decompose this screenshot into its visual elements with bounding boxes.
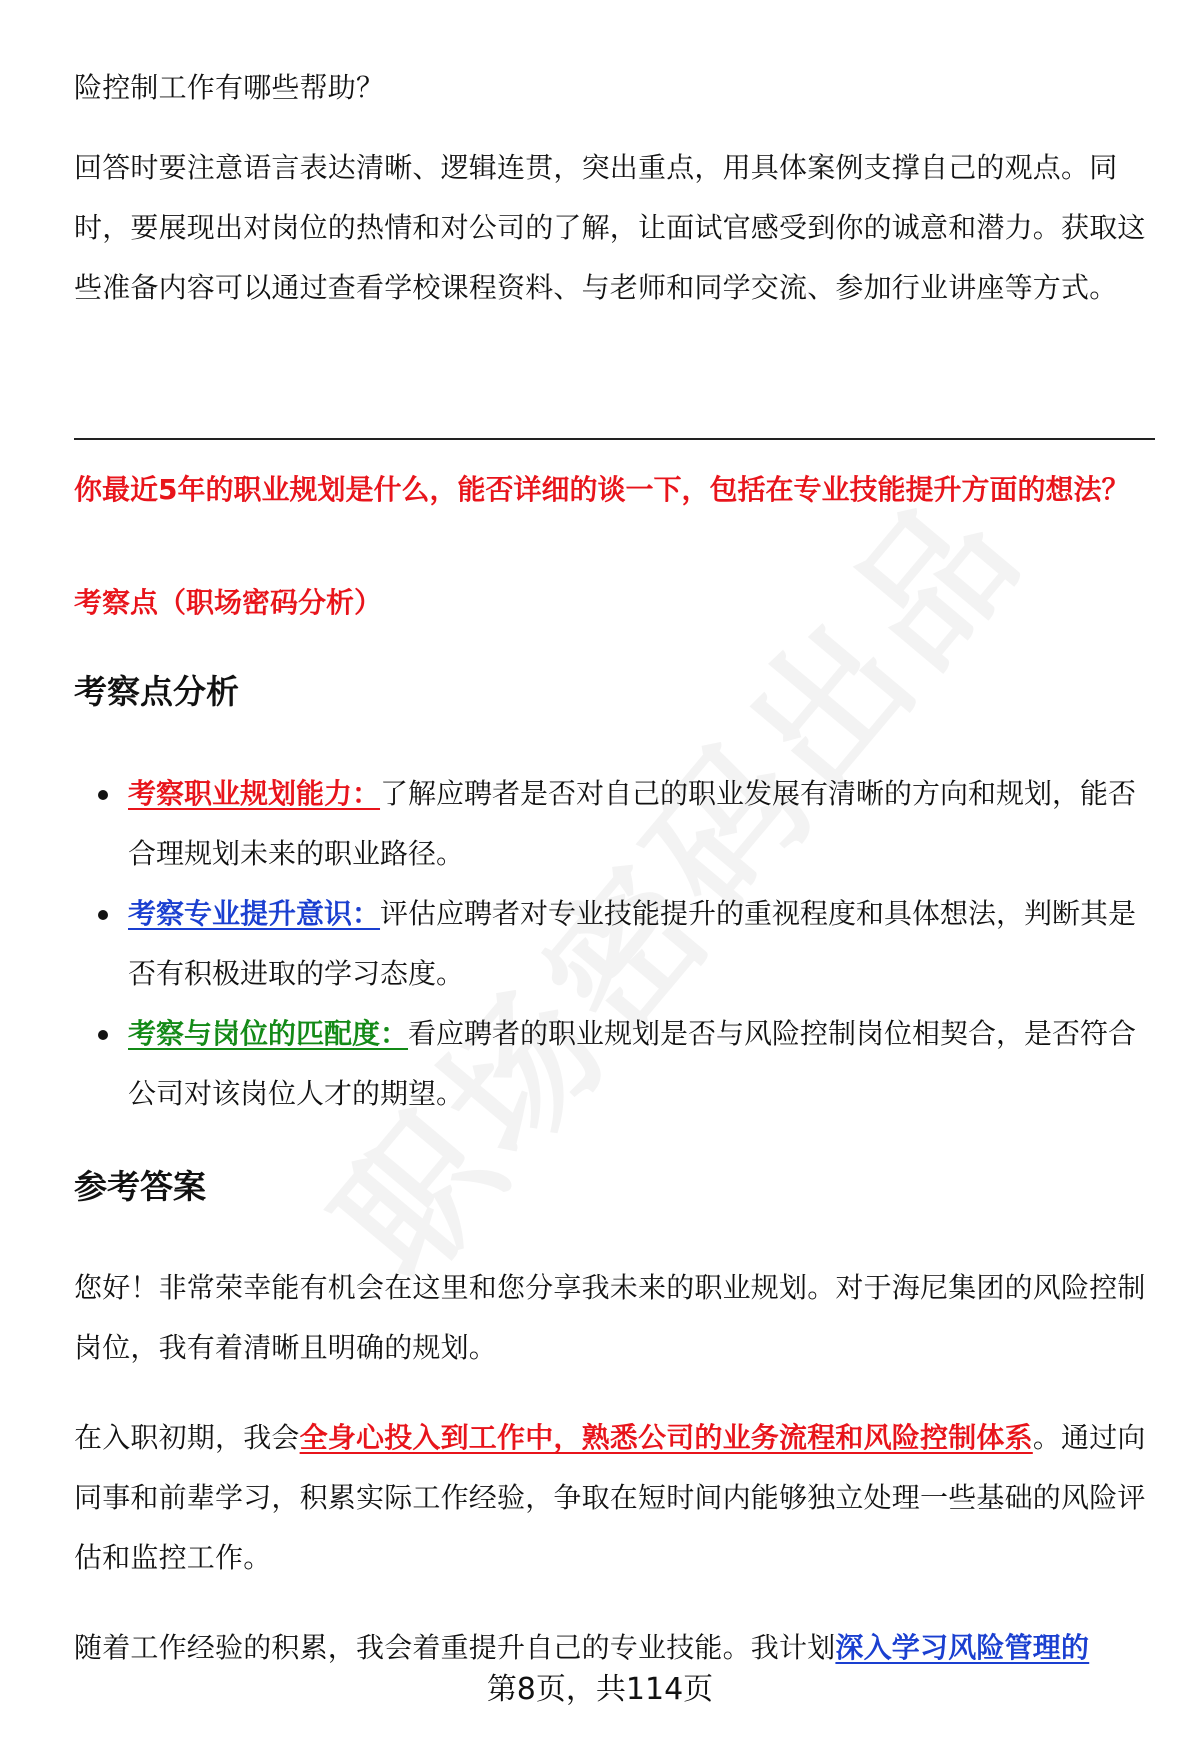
analysis-item (74, 764, 1149, 884)
analysis-item (74, 884, 1149, 1004)
answer-paragraph (74, 1408, 1149, 1588)
interview-question: 你最近5年的职业规划是什么，能否详细的谈一下，包括在专业技能提升方面的想法？ (74, 473, 1130, 506)
analysis-item-text: 评估应聘者对专业技能提升的重视程度和具体想法，判断其是否有积极进取的学习态度。 (128, 897, 1137, 990)
answer-emphasis: 全身心投入到工作中，熟悉公司的业务流程和风险控制体系 (299, 1421, 1033, 1454)
analysis-list (74, 764, 1149, 1124)
answer-text: 。通过向同事和前辈学习，积累实际工作经验，争取在短时间内能够独立处理一些基础的风险评估和监控工作。 (74, 1421, 1146, 1574)
analysis-item-label: 考察职业规划能力： (128, 777, 381, 810)
analysis-item-label: 考察专业提升意识： (128, 897, 381, 930)
answer-text: 随着工作经验的积累，我会着重提升自己的专业技能。我计划 (74, 1631, 836, 1664)
bullet-icon (98, 910, 108, 920)
intro-paragraph: 回答时要注意语言表达清晰、逻辑连贯，突出重点，用具体案例支撑自己的观点。同时，要展现出对岗位的热情和对公司的了解，让面试官感受到你的诚意和潜力。获取这些准备内容可以通过查看学校课程资料、与老师和同学交流、参加行业讲座等方式。 (74, 151, 1146, 304)
analysis-heading: 考察点分析 (74, 672, 239, 711)
bullet-icon (98, 790, 108, 800)
answer-text: 在入职初期，我会 (74, 1421, 300, 1454)
answer-heading: 参考答案 (74, 1167, 206, 1206)
analysis-item-label: 考察与岗位的匹配度： (128, 1017, 409, 1050)
answer-paragraph: 您好！非常荣幸能有机会在这里和您分享我未来的职业规划。对于海尼集团的风险控制岗位，我有着清晰且明确的规划。 (74, 1271, 1146, 1364)
section-divider (74, 438, 1155, 440)
points-label: 考察点（职场密码分析） (74, 586, 383, 619)
bullet-icon (98, 1030, 108, 1040)
analysis-item-text: 看应聘者的职业规划是否与风险控制岗位相契合，是否符合公司对该岗位人才的期望。 (128, 1017, 1137, 1110)
intro-line: 险控制工作有哪些帮助？ (74, 71, 385, 104)
answer-emphasis: 深入学习风险管理的 (835, 1631, 1090, 1664)
analysis-item (74, 1004, 1149, 1124)
analysis-item-text: 了解应聘者是否对自己的职业发展有清晰的方向和规划，能否合理规划未来的职业路径。 (128, 777, 1137, 870)
page-number: 第8页，共114页 (486, 1672, 714, 1707)
